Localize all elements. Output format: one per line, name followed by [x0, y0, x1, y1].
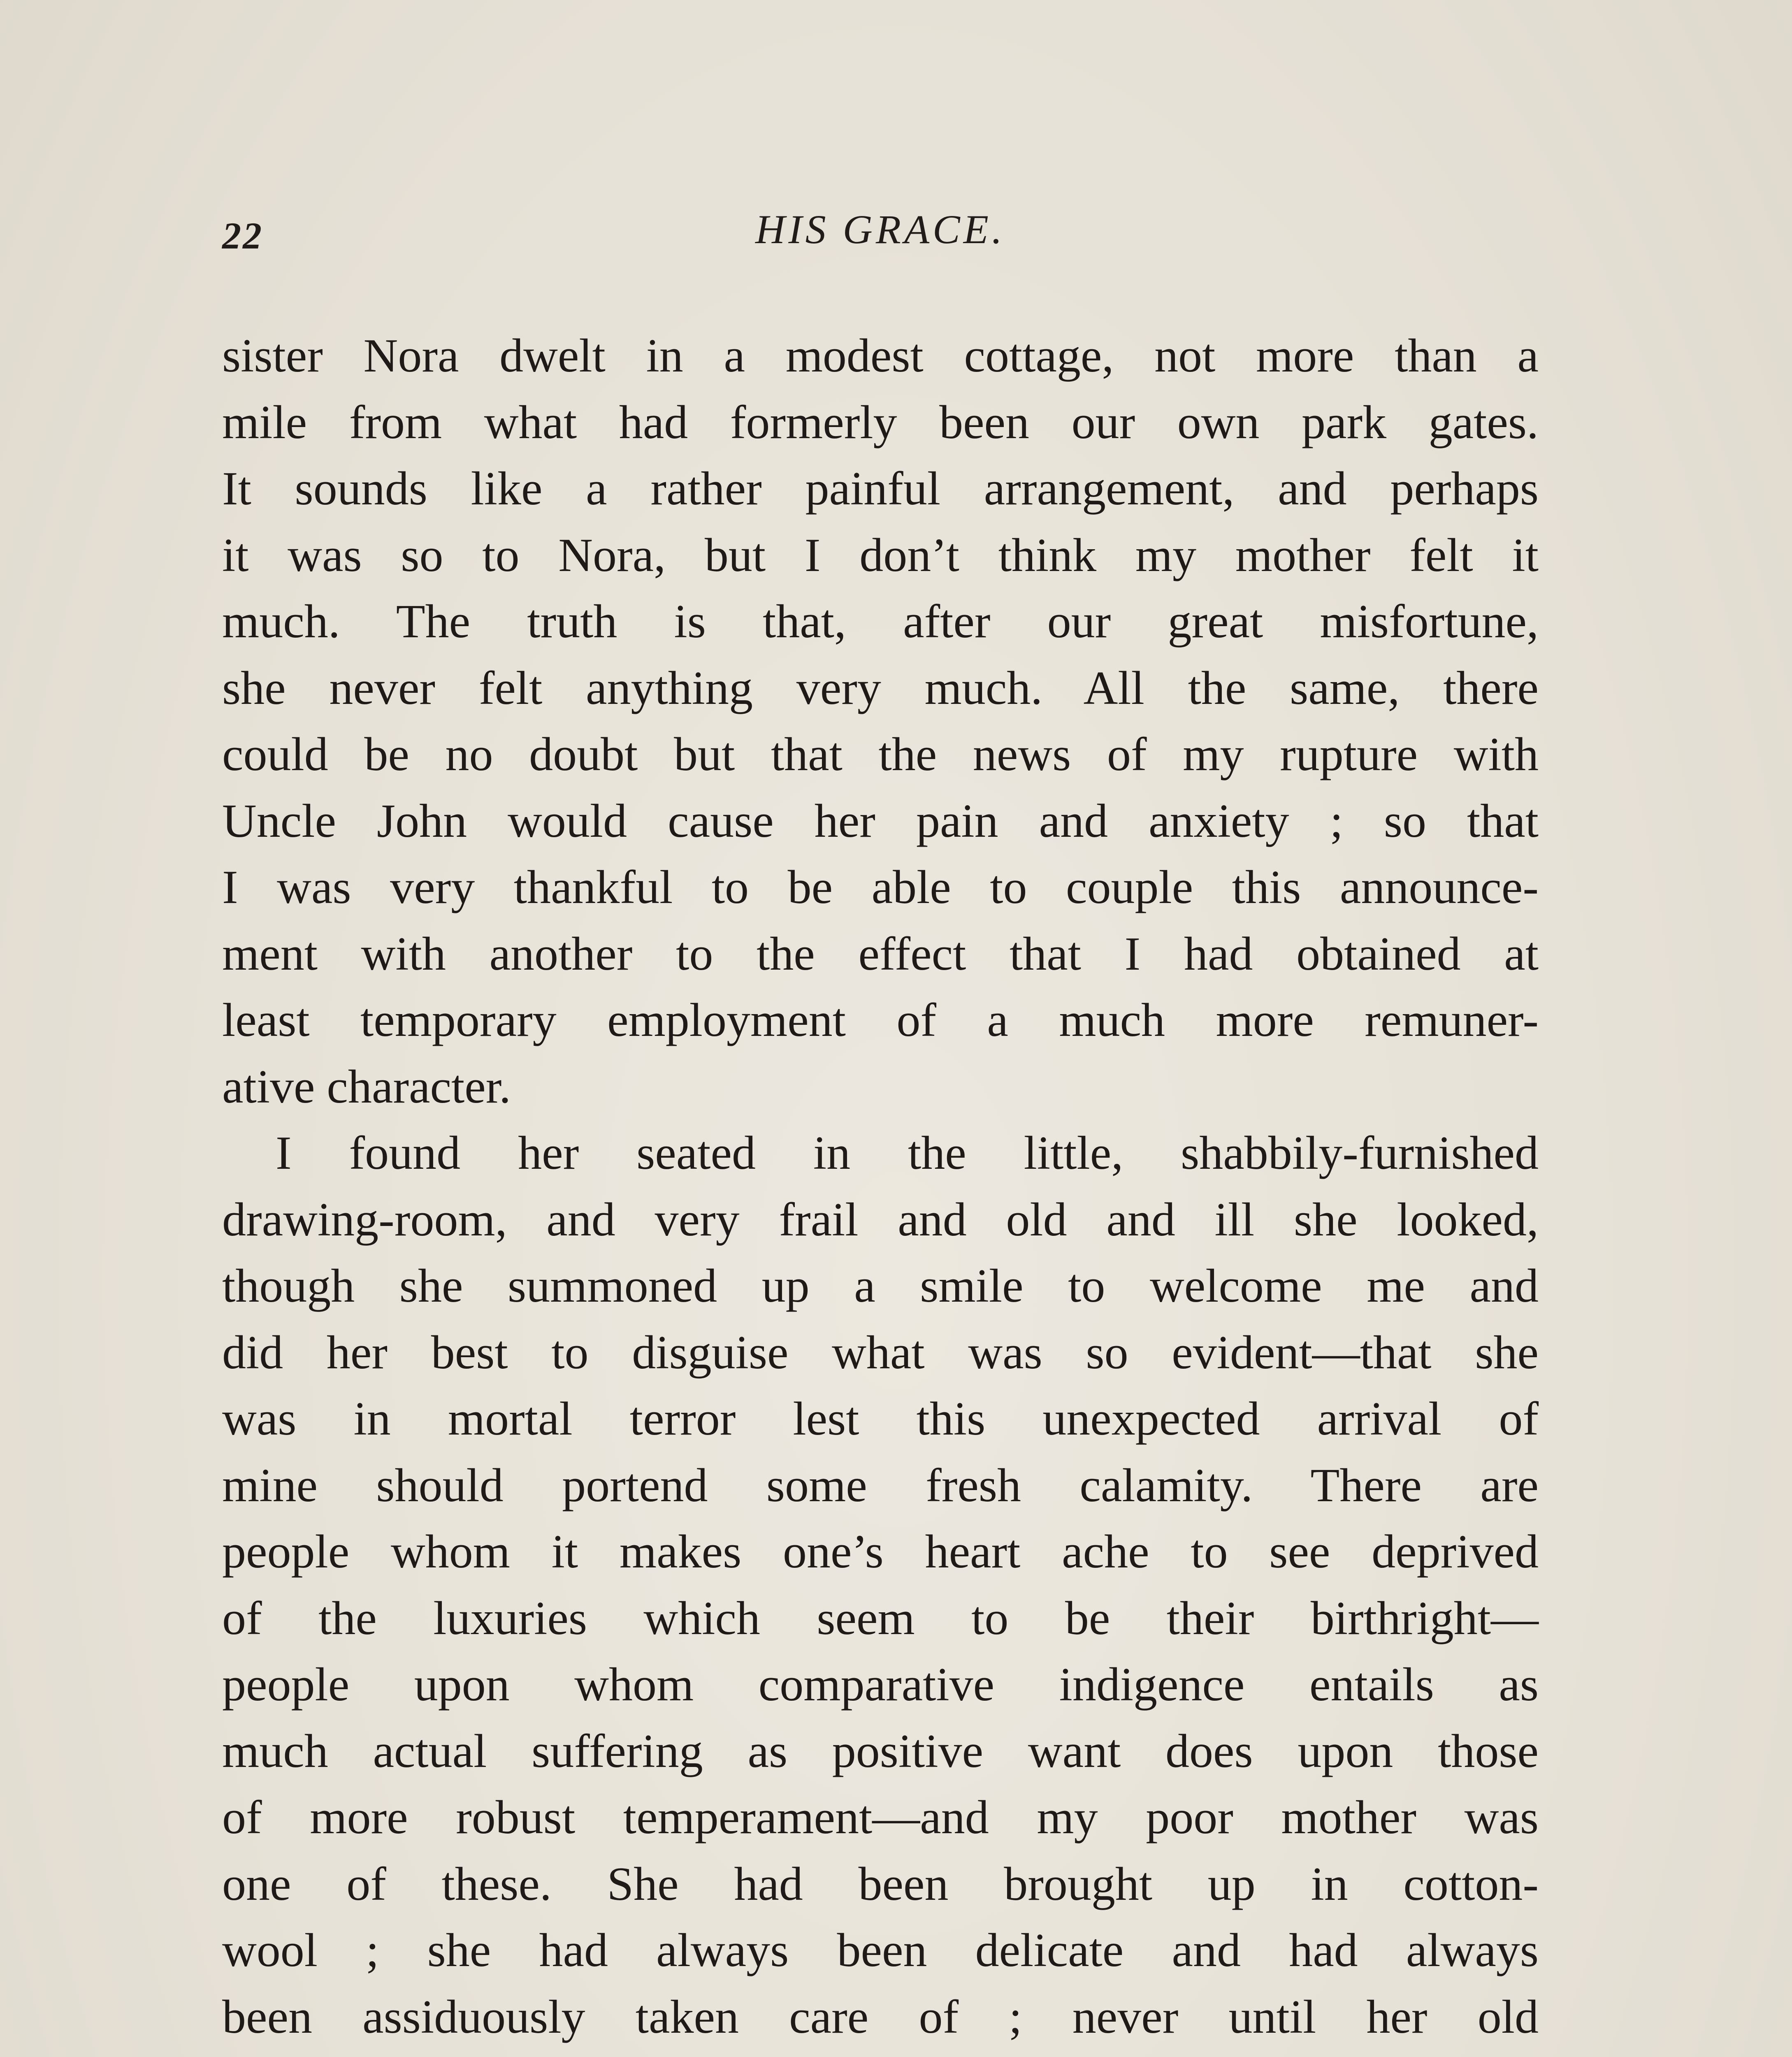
page-number: 22: [222, 215, 263, 257]
text-line: It sounds like a rather painful arrangement, and perhaps: [222, 462, 1539, 515]
text-line: of more robust temperament—and my poor mother was: [222, 1791, 1539, 1844]
text-line: wool ; she had always been delicate and had always: [222, 1924, 1539, 1977]
text-line: she never felt anything very much. All the same, there: [222, 662, 1539, 715]
text-line: could be no doubt but that the news of my rupture with: [222, 728, 1539, 781]
text-line: mile from what had formerly been our own park gates.: [222, 396, 1539, 449]
text-line: ment with another to the effect that I had obtained at: [222, 927, 1539, 980]
text-line: much. The truth is that, after our great misfortune,: [222, 595, 1539, 648]
text-line: people whom it makes one’s heart ache to see deprived: [222, 1525, 1539, 1578]
text-line: though she summoned up a smile to welcome me and: [222, 1260, 1539, 1312]
text-line: mine should portend some fresh calamity. There are: [222, 1459, 1539, 1512]
text-line: sister Nora dwelt in a modest cottage, not more than a: [222, 330, 1539, 382]
text-line: I found her seated in the little, shabbily-furnished: [276, 1127, 1539, 1179]
text-line: did her best to disguise what was so evident—that she: [222, 1326, 1539, 1379]
text-line: of the luxuries which seem to be their birthright—: [222, 1592, 1539, 1645]
body-text: [222, 323, 1539, 2057]
text-line: least temporary employment of a much more remuner-: [222, 994, 1539, 1047]
running-head: [222, 206, 1539, 263]
text-line: much actual suffering as positive want does upon those: [222, 1725, 1539, 1778]
text-line: Uncle John would cause her pain and anxiety ; so that: [222, 794, 1539, 847]
text-line: was in mortal terror lest this unexpected arrival of: [222, 1393, 1539, 1445]
text-line: ative character.: [222, 1060, 511, 1113]
paragraph-1: [222, 323, 1539, 1120]
text-line: drawing-room, and very frail and old and ill she looked,: [222, 1193, 1539, 1246]
running-title: HIS GRACE.: [755, 207, 1005, 252]
text-line: one of these. She had been brought up in cotton-: [222, 1857, 1539, 1911]
text-line: people upon whom comparative indigence entails as: [222, 1658, 1539, 1711]
text-line: it was so to Nora, but I don’t think my mother felt it: [222, 529, 1539, 582]
paragraph-2: [222, 1120, 1539, 2057]
text-line: I was very thankful to be able to couple this announce-: [222, 861, 1539, 914]
text-line: [222, 2050, 1539, 2057]
text-line: been assiduously taken care of ; never until her old: [222, 1990, 1539, 2043]
